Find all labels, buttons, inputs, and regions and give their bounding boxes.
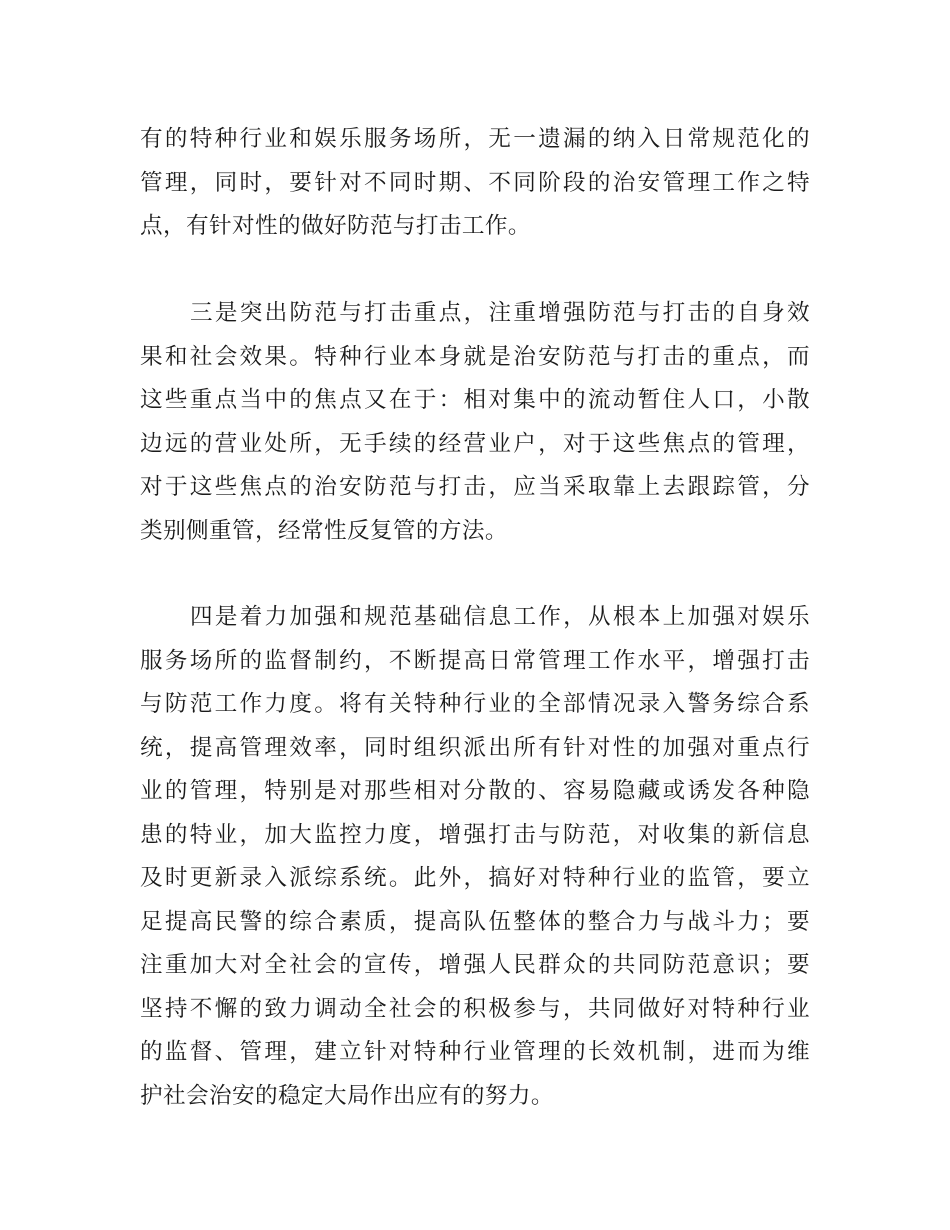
text-line: 的监督、管理，建立针对特种行业管理的长效机制，进而为维 bbox=[140, 1039, 810, 1065]
text-line: 坚持不懈的致力调动全社会的积极参与，共同做好对特种行业 bbox=[140, 995, 810, 1022]
text-line: 足提高民警的综合素质，提高队伍整体的整合力与战斗力；要 bbox=[140, 908, 810, 935]
text-line: 点，有针对性的做好防范与打击工作。 bbox=[140, 213, 531, 239]
text-line: 患的特业，加大监控力度，增强打击与防范，对收集的新信息 bbox=[140, 821, 810, 848]
text-line: 边远的营业处所，无手续的经营业户，对于这些焦点的管理， bbox=[140, 430, 810, 457]
paragraph-point-three bbox=[140, 292, 810, 553]
paragraph-continuation bbox=[140, 118, 810, 249]
text-line: 服务场所的监督制约，不断提高日常管理工作水平，增强打击 bbox=[140, 647, 810, 674]
text-line: 管理，同时，要针对不同时期、不同阶段的治安管理工作之特 bbox=[140, 169, 810, 196]
text-line: 注重加大对全社会的宣传，增强人民群众的共同防范意识；要 bbox=[140, 952, 810, 978]
text-line: 与防范工作力度。将有关特种行业的全部情况录入警务综合系 bbox=[140, 691, 810, 717]
text-line: 果和社会效果。特种行业本身就是治安防范与打击的重点，而 bbox=[140, 343, 810, 370]
text-line: 这些重点当中的焦点又在于：相对集中的流动暂住人口，小散 bbox=[140, 387, 810, 413]
text-line: 类别侧重管，经常性反复管的方法。 bbox=[140, 517, 508, 544]
text-line: 对于这些焦点的治安防范与打击，应当采取靠上去跟踪管，分 bbox=[140, 474, 810, 500]
text-line: 三是突出防范与打击重点，注重增强防范与打击的自身效 bbox=[190, 300, 810, 326]
text-line: 统，提高管理效率，同时组织派出所有针对性的加强对重点行 bbox=[140, 734, 810, 761]
text-line: 业的管理，特别是对那些相对分散的、容易隐藏或诱发各种隐 bbox=[140, 778, 810, 804]
text-line: 四是着力加强和规范基础信息工作，从根本上加强对娱乐 bbox=[190, 604, 810, 630]
paragraph-point-four bbox=[140, 596, 810, 1118]
text-line: 有的特种行业和娱乐服务场所，无一遗漏的纳入日常规范化的 bbox=[140, 126, 810, 152]
text-line: 及时更新录入派综系统。此外，搞好对特种行业的监管，要立 bbox=[140, 865, 810, 891]
text-line: 护社会治安的稳定大局作出应有的努力。 bbox=[140, 1082, 554, 1109]
